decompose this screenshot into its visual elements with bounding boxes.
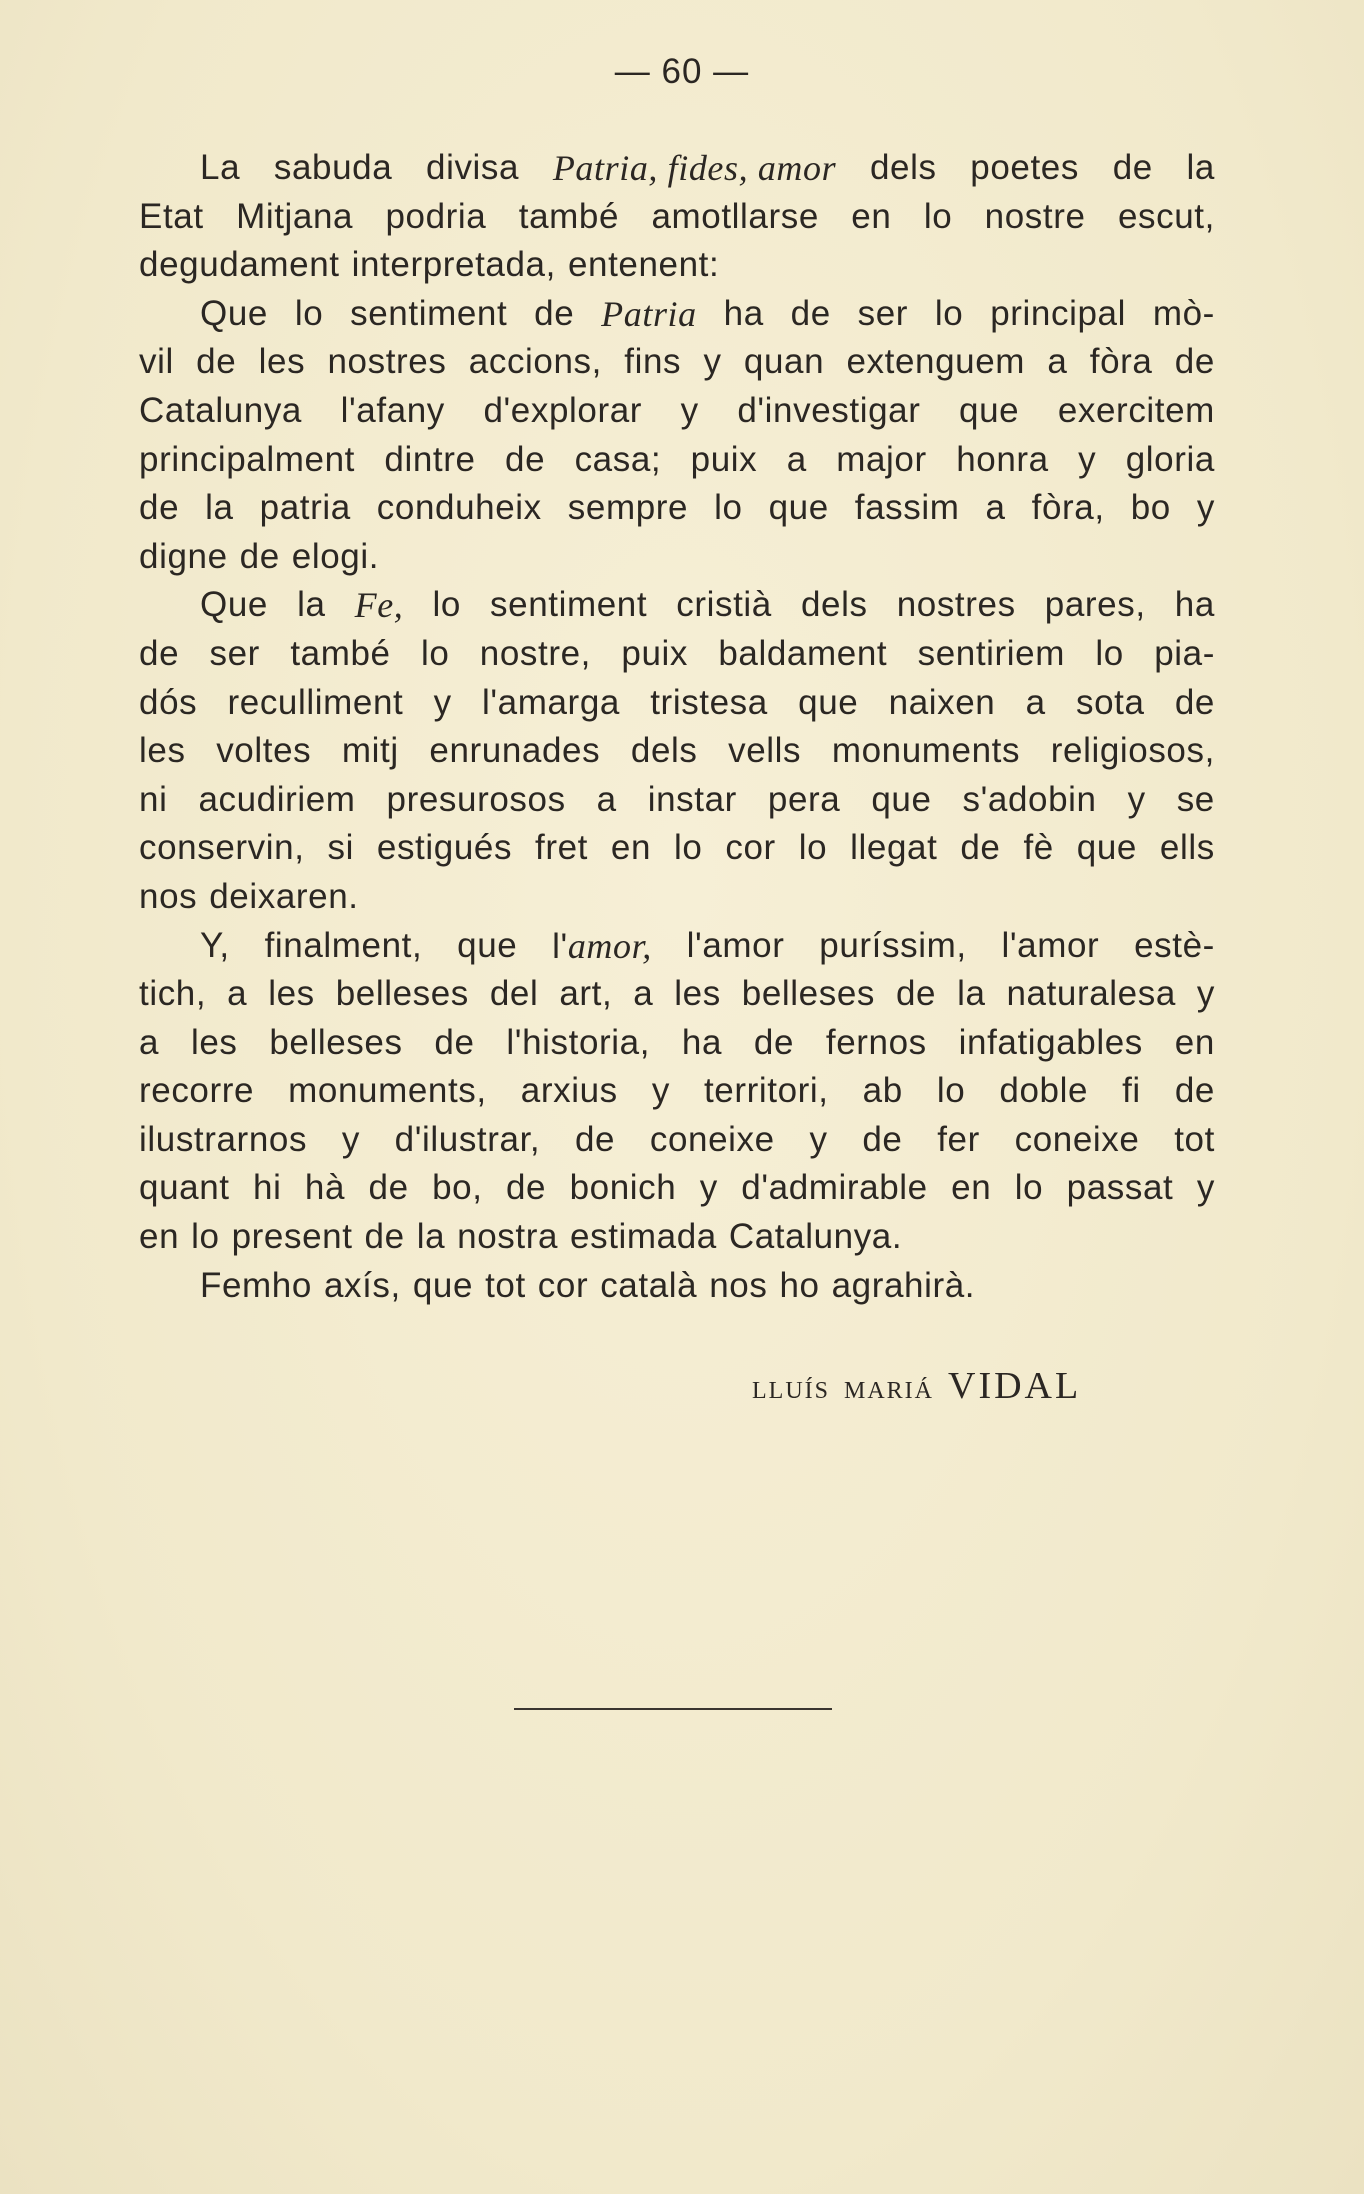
word: en [610, 828, 652, 868]
word: presurosos [386, 779, 566, 819]
paragraph [139, 1262, 1215, 1311]
word: l'amor, [552, 925, 652, 966]
word: lo [714, 488, 743, 528]
word: ser [209, 633, 260, 673]
word: y [1127, 779, 1146, 819]
word: a [139, 1022, 160, 1062]
text-line [139, 824, 1215, 873]
word: de [790, 293, 831, 333]
word: lo [934, 293, 964, 333]
word: art, [559, 974, 613, 1014]
word: Que [200, 293, 268, 333]
word: y [809, 1119, 828, 1159]
word: pares, [1044, 585, 1146, 625]
word: Que [200, 585, 268, 625]
paragraph [139, 581, 1215, 921]
word: sentiment [350, 293, 508, 333]
word: a [227, 974, 248, 1014]
word: gloria [1125, 439, 1215, 479]
word: ha [681, 1022, 723, 1062]
word: l'historia, [506, 1022, 651, 1062]
word: de [862, 1119, 903, 1159]
word: en [1174, 1022, 1215, 1062]
word: y [341, 1119, 360, 1159]
word: dels [800, 585, 868, 625]
word: major [836, 439, 927, 479]
word: instar [647, 779, 737, 819]
word: de [139, 488, 180, 528]
word: interpretada, [351, 245, 556, 285]
word: belleses [269, 1022, 403, 1062]
word: degudament [139, 245, 340, 285]
text-line [139, 533, 1215, 582]
text-line [139, 873, 1215, 922]
word: mò- [1152, 293, 1215, 333]
word: dels [869, 148, 937, 187]
word: la [957, 974, 986, 1014]
word: hà [304, 1168, 346, 1208]
word: dós [139, 682, 198, 722]
word: deixaren. [209, 876, 359, 916]
word: cor [537, 1265, 589, 1305]
word: que [1076, 828, 1137, 868]
text-line [139, 630, 1215, 679]
word: puix [621, 633, 688, 673]
word: podria [385, 196, 487, 236]
word: puríssim, [819, 925, 967, 965]
word: y [1196, 1168, 1215, 1208]
word: pera [767, 779, 841, 819]
word: y [651, 1071, 670, 1111]
word: que [871, 779, 932, 819]
word: les [268, 974, 315, 1014]
word: en [851, 196, 892, 236]
word: d'admirable [741, 1168, 928, 1208]
word: nos [709, 1265, 768, 1305]
text-line [139, 776, 1215, 825]
article-body [139, 144, 1215, 1310]
word: a [1047, 342, 1068, 382]
word: digne [139, 536, 228, 576]
word: estè- [1134, 925, 1215, 965]
word: Mitjana [236, 196, 354, 236]
text-line [139, 679, 1215, 728]
word: ells [1159, 828, 1215, 868]
word: patria [259, 488, 351, 528]
word: La [200, 148, 241, 187]
word: infatigables [958, 1022, 1143, 1062]
word: exercitem [1057, 390, 1215, 430]
word: monuments, [288, 1071, 487, 1111]
word: nostre [984, 196, 1086, 236]
word: fret [535, 828, 588, 868]
signature-middle-name: MARIÁ [844, 1378, 935, 1404]
word: quant [139, 1168, 230, 1208]
author-signature [752, 1364, 1081, 1408]
word: territori, [703, 1071, 829, 1111]
text-line [139, 1164, 1215, 1213]
word: coneixe [649, 1119, 775, 1159]
text-line [139, 1262, 1215, 1311]
word: de [1112, 148, 1153, 187]
word: y [1196, 488, 1215, 528]
word: tot [485, 1265, 526, 1305]
word: fernos [825, 1022, 927, 1062]
word: finalment, [264, 925, 423, 965]
word: casa; [574, 439, 662, 479]
word: y [1078, 439, 1097, 479]
word: religiosos, [1050, 731, 1215, 771]
word: Etat [139, 196, 204, 236]
word: de [434, 1022, 475, 1062]
word: lo [923, 196, 953, 236]
word: de [960, 828, 1001, 868]
word: present [231, 1217, 353, 1257]
word: ha [723, 293, 764, 333]
page-number: — 60 — [614, 52, 750, 91]
text-line [139, 484, 1215, 533]
word: dintre [384, 439, 476, 479]
word: acudiriem [198, 779, 356, 819]
text-line [139, 581, 1215, 630]
paragraph [139, 922, 1215, 1262]
word: conservin, [139, 828, 305, 868]
word: nostra [457, 1217, 559, 1257]
paragraph [139, 144, 1215, 290]
word: la [205, 488, 234, 528]
word: de [753, 1022, 795, 1062]
word: divisa [426, 148, 520, 187]
word: ab [862, 1071, 903, 1111]
word: y [1196, 974, 1215, 1014]
word: de [1174, 342, 1215, 382]
word: cor [725, 828, 776, 868]
word: nostres [327, 342, 447, 382]
word: de [139, 633, 180, 673]
word: de [505, 439, 546, 479]
text-line [139, 727, 1215, 776]
text-line [139, 1019, 1215, 1068]
word: l'amor [1001, 925, 1100, 965]
word: entenent: [567, 245, 720, 285]
word: passat [1066, 1168, 1174, 1208]
word: estigués [376, 828, 513, 868]
word: s'adobin [962, 779, 1097, 819]
word: dels [630, 731, 698, 771]
word: naixen [888, 682, 996, 722]
word: les [190, 1022, 238, 1062]
word: a [596, 779, 617, 819]
word: llegat [850, 828, 938, 868]
word: y [699, 1168, 718, 1208]
word: fi [1122, 1071, 1141, 1111]
word: bonich [569, 1168, 677, 1208]
end-rule [514, 1708, 832, 1710]
word: Catalunya [139, 390, 303, 430]
word: lo [1014, 1168, 1044, 1208]
word: Femho [200, 1265, 312, 1305]
word: fòra, [1031, 488, 1105, 528]
word: enrunades [429, 731, 601, 771]
word: lo [420, 633, 450, 673]
word: sentiment [490, 585, 648, 625]
word: hi [253, 1168, 282, 1208]
word: de [1174, 682, 1215, 722]
word: nos [139, 876, 198, 916]
signature-surname: VIDAL [948, 1365, 1082, 1407]
word: coneixe [1014, 1119, 1140, 1159]
word: poetes [970, 148, 1079, 187]
word: sota [1076, 682, 1145, 722]
word: lo [1095, 633, 1124, 673]
word: doble [999, 1071, 1089, 1111]
word: monuments [831, 731, 1021, 771]
word: Catalunya. [728, 1217, 903, 1257]
word: tich, [139, 974, 207, 1014]
text-line [139, 193, 1215, 242]
word: amotllarse [651, 196, 819, 236]
word: d'ilustrar, [394, 1119, 541, 1159]
word: cristià [676, 585, 772, 625]
text-line [139, 338, 1215, 387]
word: Fe, [354, 585, 404, 626]
word: de [574, 1119, 616, 1159]
word: que [412, 1265, 474, 1305]
word: que [457, 925, 518, 965]
word: arxius [520, 1071, 618, 1111]
word: l'amor [686, 925, 785, 965]
word: ha [1174, 585, 1215, 625]
word: escut, [1117, 196, 1215, 236]
word: de [505, 1168, 547, 1208]
word: també [290, 633, 391, 673]
word: català [600, 1265, 698, 1305]
word: si [327, 828, 354, 868]
word: de [1174, 1071, 1215, 1111]
word: conduheix [376, 488, 542, 528]
word: les [674, 974, 721, 1014]
word: del [489, 974, 539, 1014]
word: elogi. [291, 536, 380, 576]
word: bo [1130, 488, 1171, 528]
word: extenguem [846, 342, 1026, 382]
paragraph [139, 290, 1215, 582]
word: d'explorar [483, 390, 643, 430]
word: sempre [567, 488, 689, 528]
word: lo [432, 585, 461, 625]
text-line [139, 144, 1215, 193]
word: la [297, 585, 326, 625]
text-line [139, 241, 1215, 290]
text-line [139, 436, 1215, 485]
word: la [416, 1217, 446, 1257]
word: nostres [896, 585, 1016, 625]
word: ho [779, 1265, 820, 1305]
word: lo [936, 1071, 966, 1111]
word: de [239, 536, 280, 576]
word: se [1176, 779, 1215, 819]
word: Patria, fides, amor [552, 148, 837, 188]
word: belleses [741, 974, 876, 1014]
word: ser [857, 293, 909, 333]
text-line [139, 1116, 1215, 1165]
word: nostre, [479, 633, 591, 673]
word: vil [139, 342, 174, 382]
word: en [139, 1217, 180, 1257]
word: sentiriem [917, 633, 1065, 673]
word: honra [956, 439, 1049, 479]
word: les [139, 731, 186, 771]
word: principal [990, 293, 1126, 333]
word: que [768, 488, 829, 528]
word: tot [1174, 1119, 1215, 1159]
word: voltes [216, 731, 312, 771]
word: de [196, 342, 237, 382]
word: de [895, 974, 937, 1014]
text-line [139, 387, 1215, 436]
word: de [364, 1217, 405, 1257]
word: fins [624, 342, 682, 382]
word: quan [743, 342, 825, 382]
word: sabuda [273, 148, 393, 187]
word: y [680, 390, 699, 430]
word: ni [139, 779, 168, 819]
word: de [534, 293, 575, 333]
word: Patria [601, 293, 697, 334]
word: l'afany [340, 390, 445, 430]
word: fòra [1089, 342, 1153, 382]
word: a [985, 488, 1006, 528]
word: tristesa [650, 682, 768, 722]
word: fer [937, 1119, 980, 1159]
word: de [368, 1168, 409, 1208]
word: a [1025, 682, 1046, 722]
word: lo [798, 828, 828, 868]
text-line [139, 970, 1215, 1019]
text-line [139, 290, 1215, 339]
word: lo [191, 1217, 220, 1257]
word: lo [674, 828, 703, 868]
word: baldament [718, 633, 888, 673]
word: axís, [323, 1265, 401, 1305]
text-line [139, 922, 1215, 971]
word: vells [728, 731, 802, 771]
word: Y, [200, 925, 230, 965]
word: fassim [854, 488, 960, 528]
word: puix [690, 439, 758, 479]
word: recorre [139, 1071, 255, 1111]
word: agrahirà. [831, 1265, 976, 1305]
word: mitj [341, 731, 399, 771]
word: lo [294, 293, 324, 333]
word: d'investigar [737, 390, 921, 430]
word: en [951, 1168, 992, 1208]
word: fè [1023, 828, 1054, 868]
word: y [433, 682, 452, 722]
word: principalment [139, 439, 355, 479]
word: que [959, 390, 1020, 430]
word: reculliment [227, 682, 404, 722]
text-line [139, 1067, 1215, 1116]
word: ilustrarnos [139, 1119, 308, 1159]
word: naturalesa [1006, 974, 1176, 1014]
word: estimada [570, 1217, 717, 1257]
word: pia- [1154, 633, 1215, 673]
signature-first-name: LLUÍS [752, 1378, 830, 1404]
word: les [258, 342, 306, 382]
word: també [518, 196, 620, 236]
word: belleses [335, 974, 469, 1014]
word: y [703, 342, 722, 382]
word: a [633, 974, 654, 1014]
word: a [786, 439, 807, 479]
word: l'amarga [482, 682, 620, 722]
word: la [1186, 148, 1215, 187]
word: accions, [468, 342, 602, 382]
word: que [798, 682, 859, 722]
word: bo, [432, 1168, 483, 1208]
text-line [139, 1213, 1215, 1262]
